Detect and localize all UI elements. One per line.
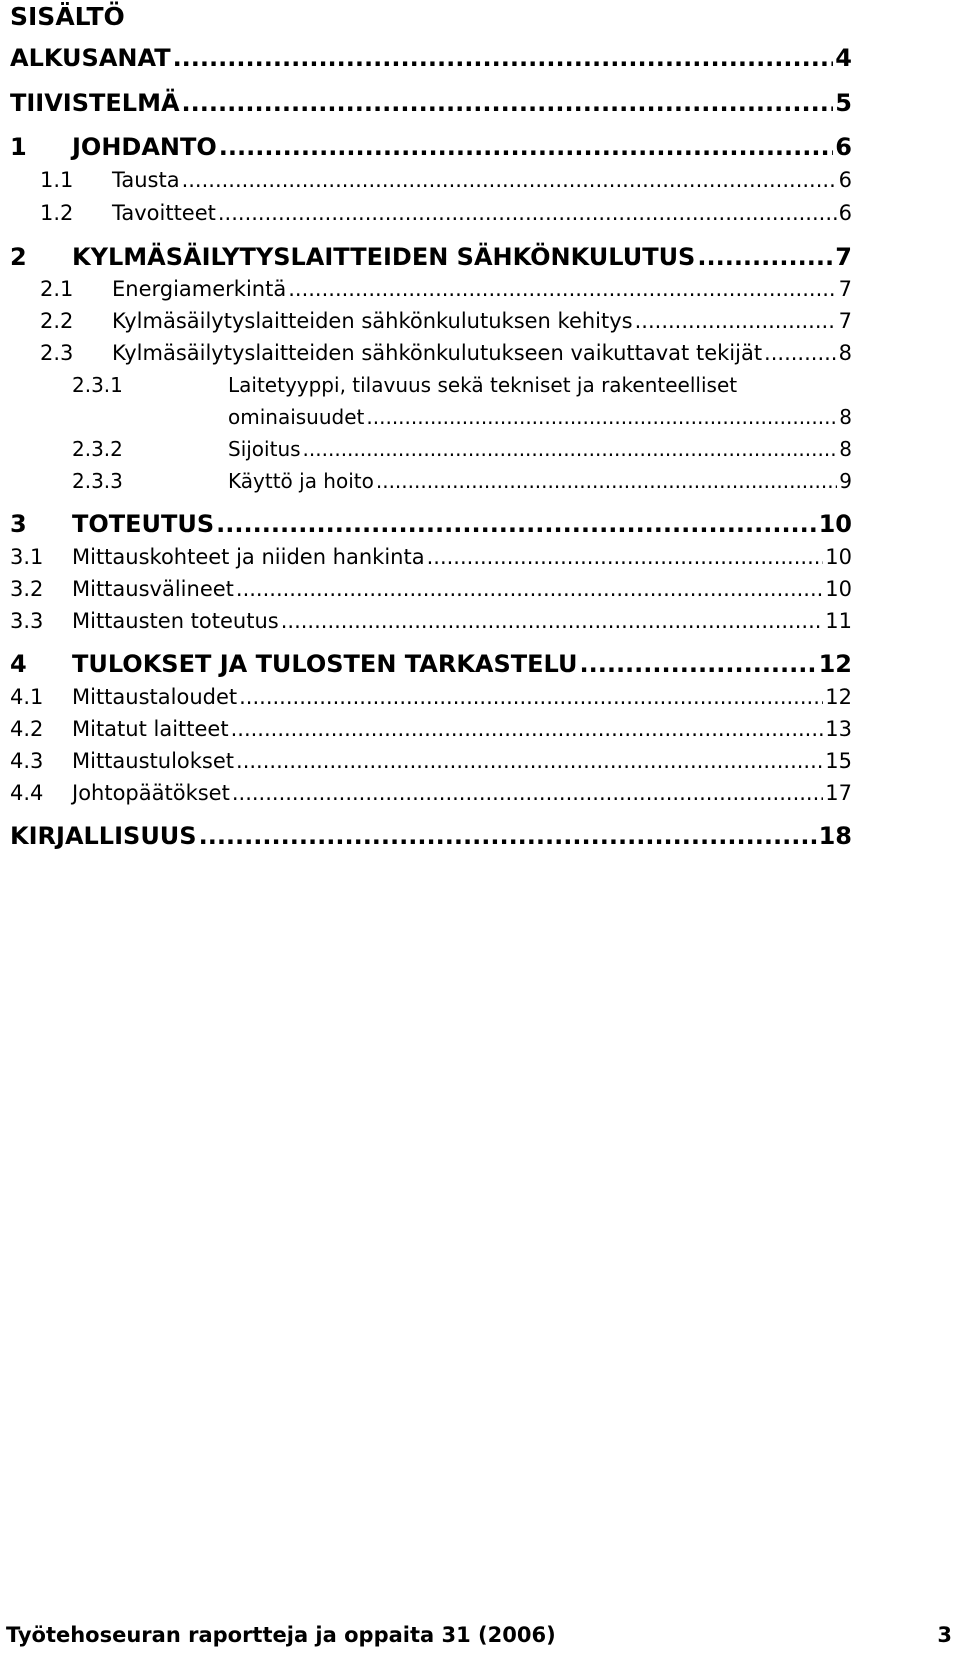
toc-entry[interactable] (40, 277, 852, 301)
dot-leader (182, 89, 834, 117)
toc-entry-page: 7 (838, 277, 852, 301)
toc-entry-page: 7 (838, 309, 852, 333)
dot-leader (173, 44, 834, 72)
toc-entry-page: 12 (825, 685, 852, 709)
toc-entry-page: 17 (825, 781, 852, 805)
toc-entry-text: JOHDANTO (72, 133, 217, 161)
toc-entry-number: 2.3.2 (72, 437, 123, 461)
toc-entry-number: 2.3.1 (72, 373, 123, 397)
dot-leader (231, 717, 824, 741)
toc-entry[interactable] (10, 545, 852, 569)
toc-entry-page: 9 (839, 469, 852, 493)
toc-entry[interactable] (10, 133, 852, 161)
toc-entry-number: 2.2 (40, 309, 74, 333)
toc-entry[interactable] (10, 243, 852, 271)
toc-entry-number: 2.3.3 (72, 469, 123, 493)
toc-entry[interactable] (72, 373, 852, 397)
toc-entry-page: 13 (825, 717, 852, 741)
toc-entry-number: 1.1 (40, 168, 74, 192)
toc-entry-page: 6 (838, 168, 852, 192)
dot-leader (764, 341, 837, 365)
toc-entry-number: 3.2 (10, 577, 44, 601)
toc-entry[interactable] (72, 437, 852, 461)
toc-entry-text: TULOKSET JA TULOSTEN TARKASTELU (72, 650, 578, 678)
footer-page-number: 3 (937, 1623, 952, 1647)
toc-entry[interactable] (10, 749, 852, 773)
dot-leader (579, 650, 816, 678)
toc-entry-number: 2.3 (40, 341, 74, 365)
dot-leader (236, 749, 823, 773)
toc-entry-text: Laitetyyppi, tilavuus sekä tekniset ja rakenteelliset (228, 373, 738, 397)
toc-entry-number: 2.1 (40, 277, 74, 301)
dot-leader (635, 309, 837, 333)
dot-leader (218, 201, 837, 225)
toc-entry-text: Kylmäsäilytyslaitteiden sähkönkulutukseen vaikuttavat tekijät (112, 341, 763, 365)
toc-entry-text: Mittaustaloudet (72, 685, 238, 709)
toc-entry-continuation[interactable] (228, 405, 852, 429)
dot-leader (281, 609, 824, 633)
toc-entry[interactable] (40, 168, 852, 192)
toc-entry-page: 7 (835, 243, 852, 271)
toc-entry-page: 10 (825, 577, 852, 601)
toc-entry-text: Energiamerkintä (112, 277, 287, 301)
toc-entry[interactable] (40, 201, 852, 225)
toc-entry[interactable] (10, 717, 852, 741)
toc-entry-text: Tavoitteet (112, 201, 216, 225)
dot-leader (239, 685, 823, 709)
dot-leader (232, 781, 823, 805)
toc-entry-text: Mittaustulokset (72, 749, 235, 773)
toc-entry-number: 4 (10, 650, 27, 678)
toc-entry[interactable] (10, 781, 852, 805)
toc-entry-text: Tausta (112, 168, 180, 192)
toc-entry-text: Mitatut laitteet (72, 717, 229, 741)
dot-leader (366, 405, 837, 429)
toc-entry-page: 5 (835, 89, 852, 117)
dot-leader (288, 277, 836, 301)
toc-entry-page: 6 (835, 133, 852, 161)
dot-leader (376, 469, 837, 493)
toc-entry-text: ominaisuudet (228, 405, 365, 429)
dot-leader (199, 822, 817, 850)
toc-entry[interactable] (10, 685, 852, 709)
toc-entry[interactable] (10, 89, 852, 117)
dot-leader (236, 577, 823, 601)
toc-title: SISÄLTÖ (10, 2, 125, 31)
toc-entry-page: 6 (838, 201, 852, 225)
toc-entry[interactable] (40, 309, 852, 333)
toc-entry-text: Mittauskohteet ja niiden hankinta (72, 545, 425, 569)
toc-entry-page: 12 (818, 650, 852, 678)
toc-entry[interactable] (10, 822, 852, 850)
toc-entry-page: 8 (838, 341, 852, 365)
toc-entry-text: Mittausten toteutus (72, 609, 279, 633)
toc-entry-number: 2 (10, 243, 27, 271)
toc-entry-number: 1.2 (40, 201, 74, 225)
toc-entry-text: TIIVISTELMÄ (10, 89, 180, 117)
footer-series-title: Työtehoseuran raportteja ja oppaita 31 (2006) (6, 1623, 556, 1647)
toc-entry[interactable] (10, 510, 852, 538)
toc-entry-number: 3.3 (10, 609, 44, 633)
toc-entry-text: Sijoitus (228, 437, 301, 461)
toc-entry-number: 4.2 (10, 717, 44, 741)
toc-entry[interactable] (40, 341, 852, 365)
toc-entry-page: 18 (818, 822, 852, 850)
toc-entry-text: TOTEUTUS (72, 510, 215, 538)
toc-entry-text: KYLMÄSÄILYTYSLAITTEIDEN SÄHKÖNKULUTUS (72, 243, 696, 271)
toc-entry-number: 4.1 (10, 685, 44, 709)
toc-entry[interactable] (72, 469, 852, 493)
toc-entry-number: 4.3 (10, 749, 44, 773)
dot-leader (303, 437, 838, 461)
toc-entry-text: KIRJALLISUUS (10, 822, 197, 850)
toc-entry-number: 3.1 (10, 545, 44, 569)
toc-entry-number: 3 (10, 510, 27, 538)
page-footer (6, 1623, 952, 1647)
dot-leader (182, 168, 837, 192)
toc-entry[interactable] (10, 44, 852, 72)
toc-entry-page: 10 (818, 510, 852, 538)
toc-entry-text: Käyttö ja hoito (228, 469, 374, 493)
dot-leader (697, 243, 833, 271)
toc-entry-text: ALKUSANAT (10, 44, 171, 72)
toc-entry-page: 8 (839, 437, 852, 461)
toc-entry-page: 10 (825, 545, 852, 569)
toc-entry-text: Kylmäsäilytyslaitteiden sähkönkulutuksen kehitys (112, 309, 633, 333)
dot-leader (219, 133, 834, 161)
toc-entry[interactable] (10, 577, 852, 601)
toc-entry-number: 1 (10, 133, 27, 161)
toc-entry[interactable] (10, 609, 852, 633)
dot-leader (427, 545, 824, 569)
toc-entry-page: 15 (825, 749, 852, 773)
toc-entry-page: 4 (835, 44, 852, 72)
toc-entry-page: 11 (825, 609, 852, 633)
toc-entry-text: Mittausvälineet (72, 577, 234, 601)
dot-leader (216, 510, 816, 538)
toc-entry-number: 4.4 (10, 781, 44, 805)
toc-entry-page: 8 (839, 405, 852, 429)
toc-entry[interactable] (10, 650, 852, 678)
toc-entry-text: Johtopäätökset (72, 781, 230, 805)
